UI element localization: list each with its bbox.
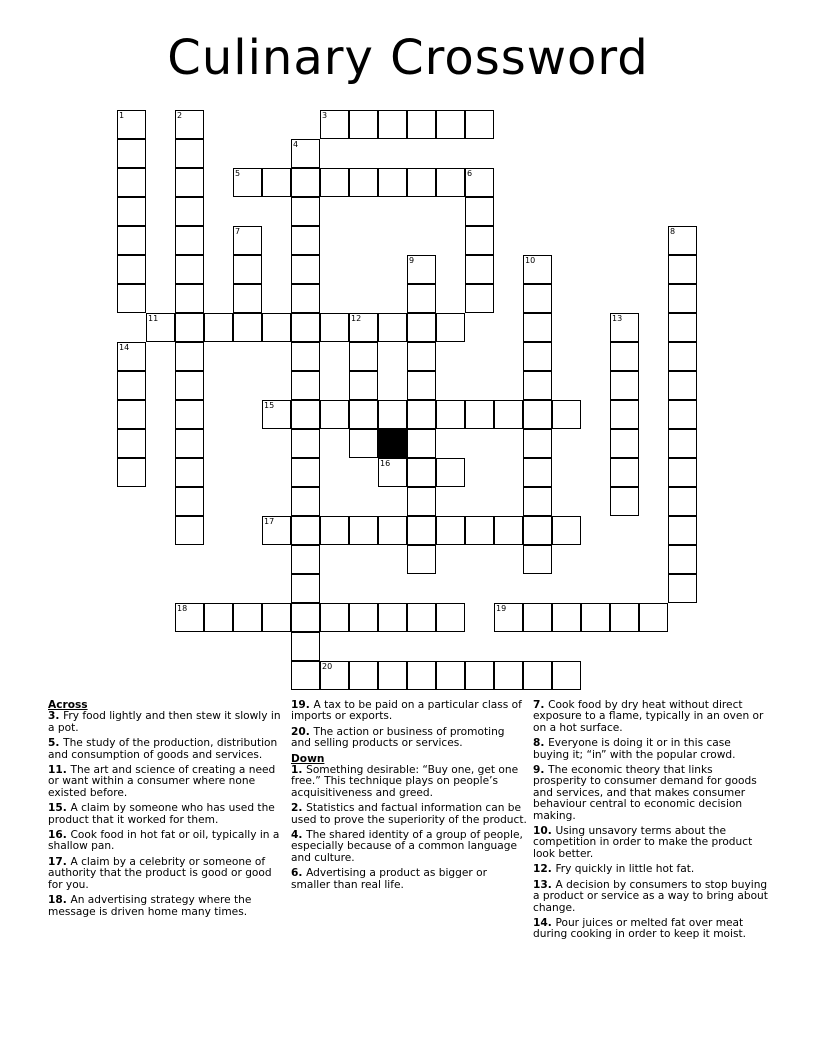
grid-cell[interactable] (523, 284, 552, 313)
grid-cell[interactable] (378, 313, 407, 342)
clue-number: 10 (533, 825, 548, 838)
cell-number: 20 (322, 662, 333, 671)
grid-cell[interactable] (175, 284, 204, 313)
grid-cell[interactable] (291, 284, 320, 313)
grid-cell[interactable] (523, 661, 552, 690)
clue-text: Using unsavory terms about the competition in order to make the product look better. (533, 825, 753, 860)
grid-cell[interactable] (378, 110, 407, 139)
grid-cell[interactable] (407, 284, 436, 313)
grid-cell[interactable] (349, 313, 378, 342)
clue-number: 17 (48, 855, 63, 868)
grid-cell[interactable] (407, 487, 436, 516)
grid-cell[interactable] (610, 429, 639, 458)
cell-number: 9 (409, 256, 415, 265)
grid-cell[interactable] (175, 400, 204, 429)
grid-cell[interactable] (117, 342, 146, 371)
clue-text: The economic theory that links prosperity to consumer demand for goods and services, and that makes consumer behaviour central to economic decision making. (533, 764, 757, 822)
clue-across-11: 11. The art and science of creating a need or want within a consumer where none existed before. (48, 764, 276, 799)
grid-cell[interactable] (465, 516, 494, 545)
grid-cell[interactable] (552, 516, 581, 545)
clue-down-9: 9. The economic theory that links prosperity to consumer demand for goods and services, and that makes consumer behaviour central to economic decision making. (533, 764, 757, 822)
grid-cell[interactable] (668, 371, 697, 400)
grid-cell[interactable] (523, 458, 552, 487)
grid-cell[interactable] (291, 545, 320, 574)
clue-text: The art and science of creating a need or want within a consumer where none existed before. (48, 764, 276, 799)
grid-cell[interactable] (204, 313, 233, 342)
clue-down-6: 6. Advertising a product as bigger or smaller than real life. (291, 867, 487, 891)
cell-number: 18 (177, 604, 188, 613)
grid-cell[interactable] (291, 487, 320, 516)
grid-cell[interactable] (407, 371, 436, 400)
grid-cell[interactable] (610, 371, 639, 400)
grid-cell[interactable] (436, 661, 465, 690)
clue-text: The study of the production, distribution and consumption of goods and services. (48, 737, 278, 761)
grid-cell[interactable] (668, 429, 697, 458)
grid-cell[interactable] (262, 603, 291, 632)
grid-cell[interactable] (262, 400, 291, 429)
clue-number: 14 (533, 916, 548, 929)
clue-number: 6 (291, 867, 299, 880)
cell-number: 15 (264, 401, 275, 410)
cell-number: 2 (177, 111, 183, 120)
grid-cell[interactable] (117, 429, 146, 458)
clue-across-20: 20. The action or business of promoting and selling products or services. (291, 725, 505, 750)
clue-text: A tax to be paid on a particular class of imports or exports. (291, 699, 522, 723)
grid-cell[interactable] (175, 342, 204, 371)
grid-cell[interactable] (407, 545, 436, 574)
across-heading: Across (48, 699, 88, 711)
clue-text: Fry food lightly and then stew it slowly in a pot. (48, 710, 281, 734)
grid-cell[interactable] (407, 603, 436, 632)
grid-cell[interactable] (204, 603, 233, 632)
cell-number: 6 (467, 169, 473, 178)
clue-down-7: 7. Cook food by dry heat without direct exposure to a flame, typically in an oven or on a hot surface. (533, 699, 764, 734)
grid-cell[interactable] (291, 313, 320, 342)
clue-number: 1 (291, 764, 299, 777)
clue-number: 3 (48, 710, 56, 723)
grid-cell[interactable] (465, 284, 494, 313)
grid-cell[interactable] (552, 603, 581, 632)
grid-cell[interactable] (668, 400, 697, 429)
down-heading: Down (291, 752, 325, 765)
grid-cell[interactable] (494, 661, 523, 690)
grid-cell[interactable] (668, 545, 697, 574)
grid-cell[interactable] (436, 400, 465, 429)
clue-across-18: 18. An advertising strategy where the message is driven home many times. (48, 894, 252, 918)
grid-cell[interactable] (117, 168, 146, 197)
grid-cell[interactable] (610, 313, 639, 342)
grid-cell[interactable] (465, 400, 494, 429)
grid-cell[interactable] (291, 139, 320, 168)
grid-cell[interactable] (610, 487, 639, 516)
grid-cell[interactable] (291, 516, 320, 545)
grid-cell[interactable] (291, 226, 320, 255)
clue-down-10: 10. Using unsavory terms about the competition in order to make the product look better. (533, 825, 753, 860)
clue-down-4: 4. The shared identity of a group of people, especially because of a common language and culture. (291, 829, 523, 864)
grid-cell[interactable] (349, 110, 378, 139)
clue-text: Fry quickly in little hot fat. (555, 863, 695, 876)
grid-cell[interactable] (291, 574, 320, 603)
grid-cell[interactable] (378, 603, 407, 632)
grid-cell[interactable] (291, 632, 320, 661)
grid-cell[interactable] (523, 487, 552, 516)
clue-across-16: 16. Cook food in hot fat or oil, typically in a shallow pan. (48, 829, 280, 853)
grid-cell[interactable] (349, 516, 378, 545)
cell-number: 1 (119, 111, 125, 120)
clue-number: 7 (533, 699, 541, 711)
grid-cell[interactable] (407, 400, 436, 429)
grid-cell[interactable] (175, 516, 204, 545)
clue-number: 12 (533, 863, 548, 876)
grid-cell[interactable] (320, 603, 349, 632)
grid-cell[interactable] (465, 168, 494, 197)
grid-cell[interactable] (291, 458, 320, 487)
grid-cell[interactable] (117, 255, 146, 284)
clue-down-13: 13. A decision by consumers to stop buying a product or service as a way to bring about change. (533, 878, 768, 914)
grid-cell[interactable] (117, 400, 146, 429)
grid-cell[interactable] (465, 255, 494, 284)
clue-number: 4 (291, 829, 299, 842)
grid-cell[interactable] (262, 313, 291, 342)
clue-down-8: 8. Everyone is doing it or in this case buying it; “in” with the popular crowd. (533, 737, 736, 761)
grid-cell[interactable] (552, 661, 581, 690)
grid-cell[interactable] (233, 168, 262, 197)
grid-cell[interactable] (233, 284, 262, 313)
grid-cell[interactable] (349, 400, 378, 429)
grid-cell[interactable] (349, 603, 378, 632)
clue-across-5: 5. The study of the production, distribution and consumption of goods and services. (48, 737, 278, 761)
grid-cell[interactable] (262, 516, 291, 545)
grid-cell[interactable] (436, 516, 465, 545)
grid-cell[interactable] (117, 110, 146, 139)
grid-cell[interactable] (523, 400, 552, 429)
grid-cell[interactable] (117, 371, 146, 400)
grid-cell[interactable] (523, 255, 552, 284)
clue-number: 18 (48, 894, 63, 907)
grid-cell[interactable] (668, 574, 697, 603)
grid-cell[interactable] (175, 255, 204, 284)
clue-text: Something desirable: “Buy one, get one free.” This technique plays on people’s acquisitiveness and greed. (291, 764, 519, 799)
grid-cell[interactable] (233, 226, 262, 255)
grid-cell[interactable] (175, 487, 204, 516)
grid-cell[interactable] (349, 429, 378, 458)
grid-cell[interactable] (320, 168, 349, 197)
clue-text: Cook food in hot fat or oil, typically in a shallow pan. (48, 829, 280, 853)
clue-across-17: 17. A claim by a celebrity or someone of authority that the product is good or good for you. (48, 855, 272, 891)
grid-cell[interactable] (436, 458, 465, 487)
cell-number: 12 (351, 314, 362, 323)
grid-cell[interactable] (436, 168, 465, 197)
grid-cell[interactable] (320, 313, 349, 342)
grid-cell[interactable] (407, 255, 436, 284)
clue-number: 20 (291, 725, 306, 738)
grid-cell[interactable] (320, 400, 349, 429)
cell-number: 16 (380, 459, 391, 468)
clue-number: 11 (48, 764, 63, 777)
grid-cell[interactable] (668, 313, 697, 342)
clue-number: 13 (533, 878, 548, 891)
clue-text: Cook food by dry heat without direct exposure to a flame, typically in an oven or on a hot surface. (533, 699, 764, 734)
clue-text: Statistics and factual information can be used to prove the superiority of the product. (291, 802, 527, 826)
grid-cell[interactable] (117, 197, 146, 226)
clue-number: 8 (533, 737, 541, 750)
grid-cell[interactable] (610, 342, 639, 371)
grid-cell[interactable] (610, 458, 639, 487)
cell-number: 11 (148, 314, 159, 323)
grid-cell[interactable] (639, 603, 668, 632)
grid-cell[interactable] (175, 197, 204, 226)
cell-number: 3 (322, 111, 328, 120)
grid-cell[interactable] (233, 313, 262, 342)
grid-cell[interactable] (465, 110, 494, 139)
grid-cell[interactable] (262, 168, 291, 197)
clues-column-3 (533, 700, 769, 945)
grid-cell[interactable] (436, 110, 465, 139)
grid-cell[interactable] (610, 603, 639, 632)
cell-number: 19 (496, 604, 507, 613)
clue-number: 15 (48, 802, 63, 815)
grid-cell[interactable] (523, 371, 552, 400)
grid-cell[interactable] (117, 458, 146, 487)
grid-cell[interactable] (610, 400, 639, 429)
grid-cell[interactable] (668, 342, 697, 371)
grid-cell[interactable] (291, 603, 320, 632)
grid-cell[interactable] (291, 400, 320, 429)
grid-cell[interactable] (291, 197, 320, 226)
grid-cell[interactable] (175, 110, 204, 139)
grid-cell[interactable] (581, 603, 610, 632)
grid-cell[interactable] (552, 400, 581, 429)
grid-cell[interactable] (523, 516, 552, 545)
cell-number: 13 (612, 314, 623, 323)
clue-text: Advertising a product as bigger or smaller than real life. (291, 867, 487, 891)
grid-cell[interactable] (291, 429, 320, 458)
clue-text: Everyone is doing it or in this case buying it; “in” with the popular crowd. (533, 737, 736, 761)
grid-cell[interactable] (349, 168, 378, 197)
grid-cell[interactable] (175, 603, 204, 632)
grid-cell[interactable] (349, 661, 378, 690)
cell-number: 5 (235, 169, 241, 178)
grid-cell[interactable] (117, 284, 146, 313)
grid-cell[interactable] (523, 342, 552, 371)
clue-down-2: 2. Statistics and factual information can be used to prove the superiority of the product. (291, 802, 527, 826)
grid-cell[interactable] (175, 458, 204, 487)
grid-cell[interactable] (407, 342, 436, 371)
grid-cell[interactable] (407, 661, 436, 690)
clue-across-3: 3. Fry food lightly and then stew it slowly in a pot. (48, 710, 281, 734)
grid-cell[interactable] (175, 371, 204, 400)
grid-cell[interactable] (494, 400, 523, 429)
grid-cell[interactable] (378, 458, 407, 487)
grid-cell[interactable] (291, 342, 320, 371)
grid-cell[interactable] (378, 400, 407, 429)
grid-cell[interactable] (668, 516, 697, 545)
cell-number: 17 (264, 517, 275, 526)
grid-cell[interactable] (291, 371, 320, 400)
grid-cell[interactable] (668, 487, 697, 516)
grid-cell[interactable] (378, 168, 407, 197)
grid-cell[interactable] (407, 168, 436, 197)
grid-cell[interactable] (494, 516, 523, 545)
grid-cell[interactable] (523, 429, 552, 458)
grid-cell[interactable] (668, 284, 697, 313)
clue-text: Pour juices or melted fat over meat during cooking in order to keep it moist. (533, 916, 746, 941)
grid-cell[interactable] (233, 255, 262, 284)
grid-cell[interactable] (407, 313, 436, 342)
clue-number: 5 (48, 737, 56, 750)
grid-cell[interactable] (668, 255, 697, 284)
grid-cell[interactable] (378, 516, 407, 545)
cell-number: 8 (670, 227, 676, 236)
grid-cell[interactable] (291, 168, 320, 197)
clue-number: 19 (291, 699, 306, 711)
grid-cell[interactable] (494, 603, 523, 632)
grid-cell[interactable] (349, 342, 378, 371)
cell-number: 4 (293, 140, 299, 149)
grid-cell[interactable] (349, 371, 378, 400)
clue-text: A decision by consumers to stop buying a product or service as a way to bring about change. (533, 878, 768, 914)
clue-number: 2 (291, 802, 299, 815)
grid-cell[interactable] (175, 313, 204, 342)
grid-cell[interactable] (523, 603, 552, 632)
grid-cell[interactable] (407, 429, 436, 458)
clues-column-1 (48, 700, 284, 922)
cell-number: 14 (119, 343, 130, 352)
grid-cell[interactable] (146, 313, 175, 342)
clue-down-12: 12. Fry quickly in little hot fat. (533, 863, 695, 876)
grid-cell[interactable] (407, 110, 436, 139)
grid-cell[interactable] (291, 661, 320, 690)
clue-down-14: 14. Pour juices or melted fat over meat during cooking in order to keep it moist. (533, 916, 746, 941)
grid-cell[interactable] (436, 313, 465, 342)
grid-cell[interactable] (523, 545, 552, 574)
grid-cell[interactable] (407, 458, 436, 487)
black-square (378, 429, 407, 458)
cell-number: 7 (235, 227, 241, 236)
grid-cell[interactable] (436, 603, 465, 632)
grid-cell[interactable] (320, 110, 349, 139)
grid-cell[interactable] (523, 313, 552, 342)
grid-cell[interactable] (668, 458, 697, 487)
grid-cell[interactable] (320, 661, 349, 690)
grid-cell[interactable] (233, 603, 262, 632)
clue-down-1: 1. Something desirable: “Buy one, get one free.” This technique plays on people’s acquisitiveness and greed. (291, 764, 519, 799)
page-title: Culinary Crossword (167, 30, 649, 86)
grid-cell[interactable] (320, 516, 349, 545)
clue-text: The action or business of promoting and selling products or services. (291, 725, 505, 750)
clue-text: A claim by someone who has used the product that it worked for them. (48, 802, 275, 826)
grid-cell[interactable] (465, 226, 494, 255)
clue-text: An advertising strategy where the message is driven home many times. (48, 894, 252, 918)
grid-cell[interactable] (117, 226, 146, 255)
grid-cell[interactable] (117, 139, 146, 168)
clue-across-19: 19. A tax to be paid on a particular class of imports or exports. (291, 699, 522, 723)
cell-number: 10 (525, 256, 536, 265)
grid-cell[interactable] (175, 429, 204, 458)
grid-cell[interactable] (668, 226, 697, 255)
grid-cell[interactable] (465, 661, 494, 690)
grid-cell[interactable] (407, 516, 436, 545)
grid-cell[interactable] (175, 168, 204, 197)
clue-number: 9 (533, 764, 541, 777)
clue-number: 16 (48, 829, 63, 842)
grid-cell[interactable] (291, 255, 320, 284)
clue-across-15: 15. A claim by someone who has used the product that it worked for them. (48, 802, 275, 826)
grid-cell[interactable] (175, 226, 204, 255)
grid-cell[interactable] (175, 139, 204, 168)
clues-column-2 (291, 700, 527, 895)
grid-cell[interactable] (378, 661, 407, 690)
clue-text: A claim by a celebrity or someone of authority that the product is good or good for you. (48, 855, 272, 891)
clue-text: The shared identity of a group of people, especially because of a common language and culture. (291, 829, 523, 864)
grid-cell[interactable] (465, 197, 494, 226)
